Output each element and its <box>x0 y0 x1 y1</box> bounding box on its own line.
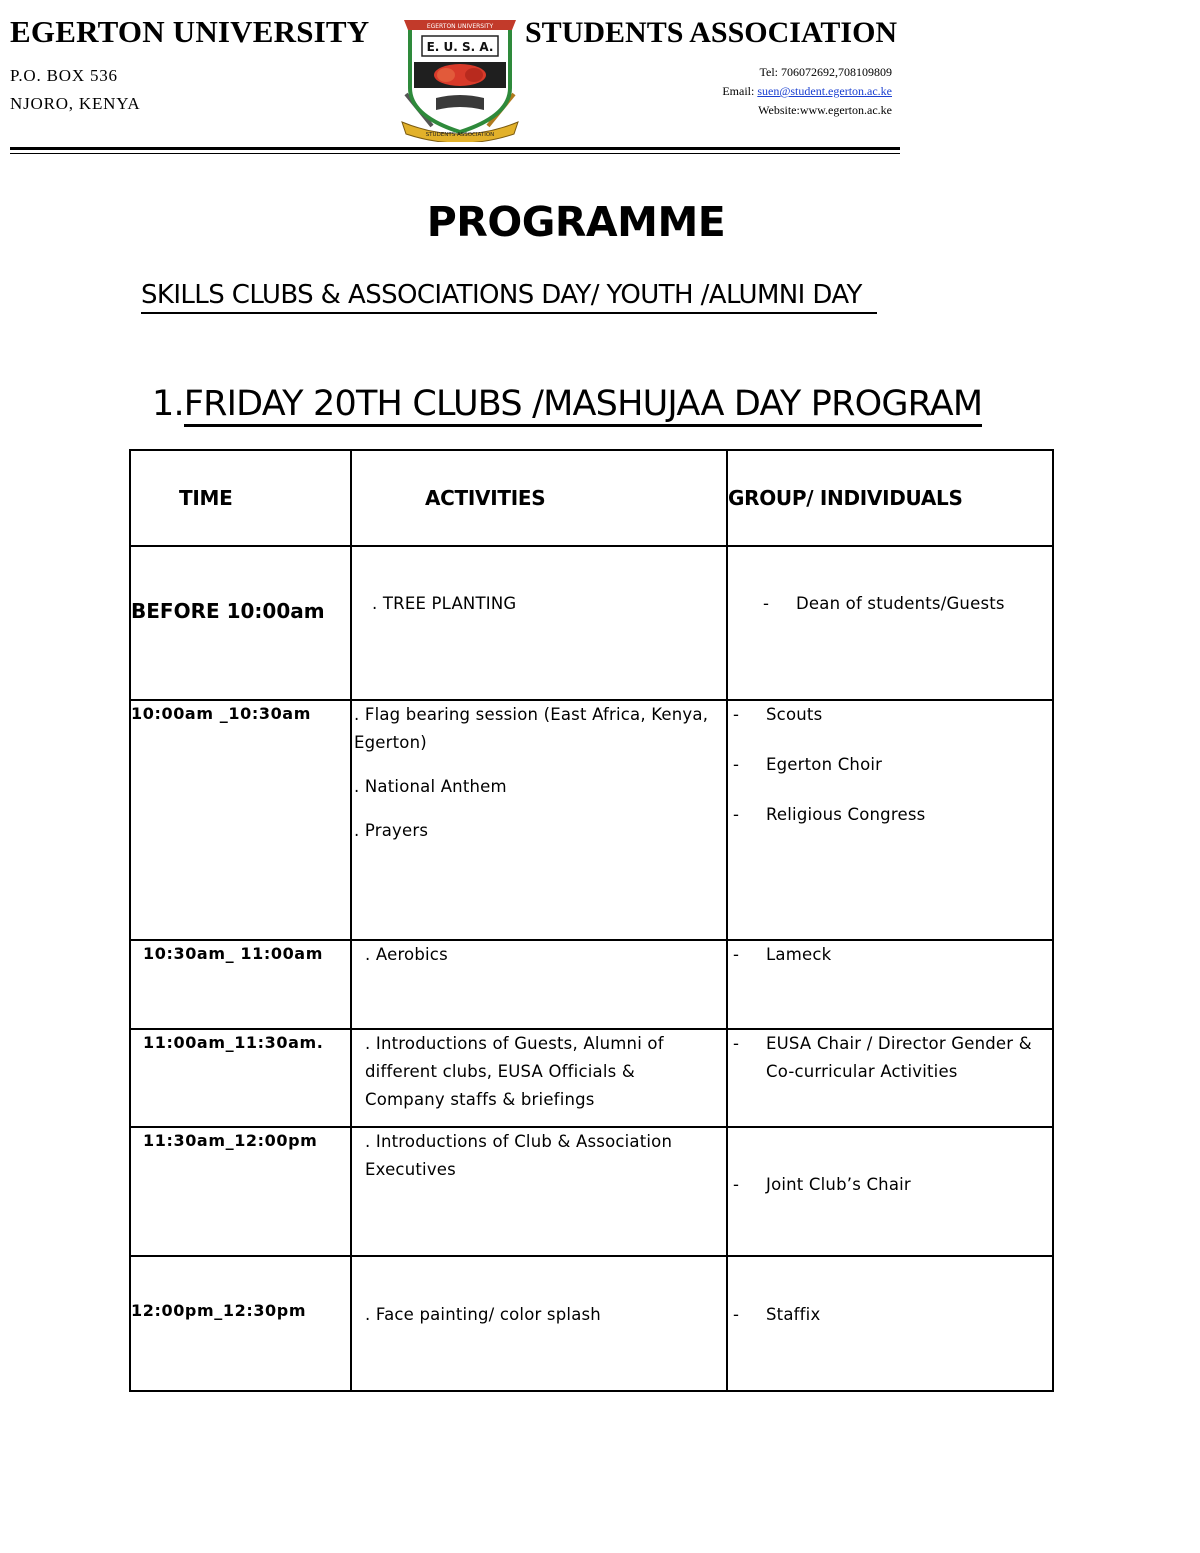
university-name: EGERTON UNIVERSITY <box>10 14 370 49</box>
logo-bottom-banner-text: STUDENTS ASSOCIATION <box>425 132 495 138</box>
bullet-dash: - <box>733 945 740 964</box>
time-cell <box>130 1256 351 1391</box>
table-header-row <box>130 450 1053 546</box>
address-line-2: NJORO, KENYA <box>10 94 141 113</box>
group-item: - Religious Congress <box>728 801 1052 829</box>
table-row <box>130 1256 1053 1391</box>
time-value: 10:00am _10:30am <box>131 704 311 723</box>
contact-email <box>722 84 892 99</box>
logo-top-banner-text: EGERTON UNIVERSITY <box>426 23 494 30</box>
activity-item: . National Anthem <box>354 777 507 796</box>
letterhead-rule <box>10 147 900 150</box>
group-item: - Staffix <box>728 1301 1052 1329</box>
time-cell <box>130 1127 351 1256</box>
bullet-dash: - <box>733 705 740 724</box>
bullet-dash: - <box>733 1034 740 1053</box>
activity-item: . Prayers <box>354 821 429 840</box>
group-item: - Egerton Choir <box>728 751 1052 779</box>
activities-cell <box>351 1256 727 1391</box>
contact-website: Website:www.egerton.ac.ke <box>758 103 892 117</box>
association-name: STUDENTS ASSOCIATION <box>525 16 898 49</box>
activity-item: . Face painting/ color splash <box>365 1305 601 1324</box>
activity-item: . Flag bearing session (East Africa, Kenya, Egerton) <box>354 705 709 752</box>
time-value: BEFORE 10:00am <box>131 599 325 623</box>
activities-cell <box>351 940 727 1029</box>
activity-item: . TREE PLANTING <box>372 594 517 613</box>
header-time: TIME <box>130 450 351 546</box>
group-item: - Joint Club’s Chair <box>728 1171 1052 1199</box>
time-cell <box>130 940 351 1029</box>
contact-tel: Tel: 706072692,708109809 <box>759 65 892 79</box>
time-cell <box>130 1029 351 1127</box>
time-value: 10:30am_ 11:00am <box>143 944 323 963</box>
bullet-dash: - <box>733 1175 740 1194</box>
section-title: FRIDAY 20TH CLUBS /MASHUJAA DAY PROGRAM <box>184 384 983 427</box>
activity-item: . Introductions of Club & Association Executives <box>365 1132 673 1179</box>
table-row <box>130 1127 1053 1256</box>
eusa-logo-emblem <box>398 14 522 142</box>
bullet-dash: - <box>733 1305 740 1324</box>
email-label: Email: <box>722 84 755 98</box>
time-value: 12:00pm_12:30pm <box>131 1301 307 1320</box>
bullet-dash: - <box>733 755 740 774</box>
table-row <box>130 1029 1053 1127</box>
group-item: - Lameck <box>728 941 1052 969</box>
activities-cell <box>351 1029 727 1127</box>
group-cell <box>727 546 1053 700</box>
bullet-dash: - <box>733 805 740 824</box>
bullet-dash: - <box>763 594 770 613</box>
group-cell <box>727 1256 1053 1391</box>
group-item: - EUSA Chair / Director Gender & Co-curricular Activities <box>728 1030 1048 1086</box>
time-value: 11:00am_11:30am. <box>143 1033 324 1052</box>
page-title: PROGRAMME <box>426 198 726 246</box>
activity-item: . Aerobics <box>365 945 448 964</box>
table-row <box>130 940 1053 1029</box>
time-cell <box>130 546 351 700</box>
activity-item: . Introductions of Guests, Alumni of different clubs, EUSA Officials & Company staffs & briefings <box>365 1034 664 1109</box>
header-group: GROUP/ INDIVIDUALS <box>727 450 1053 546</box>
activities-cell <box>351 546 727 700</box>
table-row <box>130 700 1053 940</box>
email-link[interactable]: suen@student.egerton.ac.ke <box>757 84 892 98</box>
group-cell <box>727 940 1053 1029</box>
activities-cell <box>351 700 727 940</box>
header-activities: ACTIVITIES <box>351 450 727 546</box>
letterhead-rule-thin <box>10 153 900 154</box>
time-cell <box>130 700 351 940</box>
logo-initials: E. U. S. A. <box>426 40 494 54</box>
table-row <box>130 546 1053 700</box>
group-cell <box>727 700 1053 940</box>
address-line-1: P.O. BOX 536 <box>10 66 118 85</box>
activities-cell <box>351 1127 727 1256</box>
section-number: 1. <box>152 384 184 424</box>
programme-table <box>129 449 1054 1392</box>
time-value: 11:30am_12:00pm <box>143 1131 318 1150</box>
group-item: - Dean of students/Guests <box>758 590 1052 618</box>
page-subtitle: SKILLS CLUBS & ASSOCIATIONS DAY/ YOUTH /ALUMNI DAY <box>141 279 877 314</box>
letterhead <box>0 0 910 160</box>
group-cell <box>727 1029 1053 1127</box>
section-heading <box>152 382 982 426</box>
group-item: - Scouts <box>728 701 1052 729</box>
group-cell <box>727 1127 1053 1256</box>
